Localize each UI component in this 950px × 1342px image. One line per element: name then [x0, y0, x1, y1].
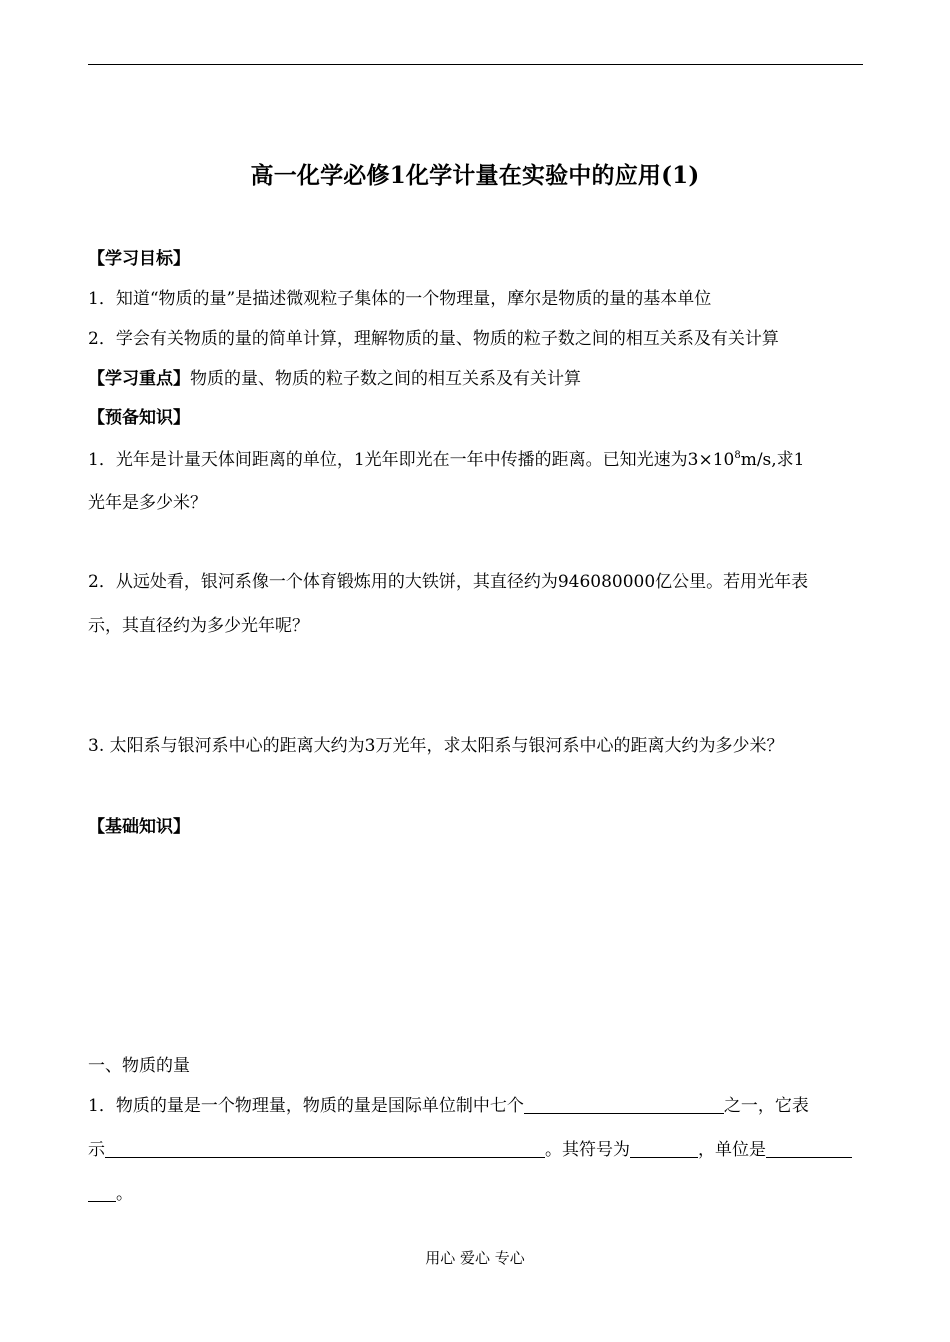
basics-item-1-text-d: 。其符号为	[545, 1140, 630, 1160]
fill-blank-meaning[interactable]	[105, 1139, 545, 1158]
prep-q1-part1: 1．光年是计量天体间距离的单位，1光年即光在一年中传播的距离。已知光速为3×10	[88, 450, 735, 470]
basics-item-1-text-f: 。	[116, 1184, 133, 1204]
basics-item-1-text-e: ，单位是	[698, 1140, 766, 1160]
prep-question-1	[88, 448, 805, 472]
objective-item-2: 2．学会有关物质的量的简单计算，理解物质的量、物质的粒子数之间的相互关系及有关计算	[88, 329, 779, 349]
fill-blank-unit[interactable]	[766, 1139, 852, 1158]
prep-heading: 【预备知识】	[88, 408, 190, 428]
basics-item-1-text-c: 示	[88, 1140, 105, 1160]
fill-blank-unit-cont[interactable]	[88, 1183, 116, 1202]
prep-question-2: 2．从远处看，银河系像一个体育锻炼用的大铁饼，其直径约为946080000亿公里。若用光年表	[88, 572, 809, 592]
prep-question-1-cont: 光年是多少米？	[88, 493, 207, 513]
page-title: 高一化学必修1化学计量在实验中的应用(1)	[250, 162, 700, 189]
fill-blank-symbol[interactable]	[630, 1139, 698, 1158]
section-title-amount-of-substance: 一、物质的量	[88, 1056, 190, 1076]
page-footer: 用心 爱心 专心	[425, 1249, 525, 1267]
basics-item-1-cont	[88, 1138, 852, 1162]
key-points-heading: 【学习重点】	[88, 369, 190, 389]
prep-question-2-cont: 示，其直径约为多少光年呢？	[88, 616, 309, 636]
prep-q1-exponent: 8	[734, 450, 741, 461]
prep-question-3: 3. 太阳系与银河系中心的距离大约为3万光年，求太阳系与银河系中心的距离大约为多少米？	[88, 736, 784, 756]
basics-item-1-text-a: 1．物质的量是一个物理量，物质的量是国际单位制中七个	[88, 1096, 524, 1116]
basics-heading: 【基础知识】	[88, 817, 190, 837]
objective-item-1: 1．知道“物质的量”是描述微观粒子集体的一个物理量，摩尔是物质的量的基本单位	[88, 289, 712, 309]
fill-blank-base-quantities[interactable]	[524, 1095, 724, 1114]
key-points-line	[88, 367, 581, 391]
key-points-text: 物质的量、物质的粒子数之间的相互关系及有关计算	[190, 369, 581, 389]
objectives-heading: 【学习目标】	[88, 249, 190, 269]
basics-item-1-text-b: 之一，它表	[723, 1096, 809, 1116]
basics-item-1-end	[88, 1182, 133, 1206]
basics-item-1	[88, 1094, 809, 1118]
header-rule	[88, 64, 863, 65]
prep-q1-part2: m/s,求1	[740, 450, 805, 470]
